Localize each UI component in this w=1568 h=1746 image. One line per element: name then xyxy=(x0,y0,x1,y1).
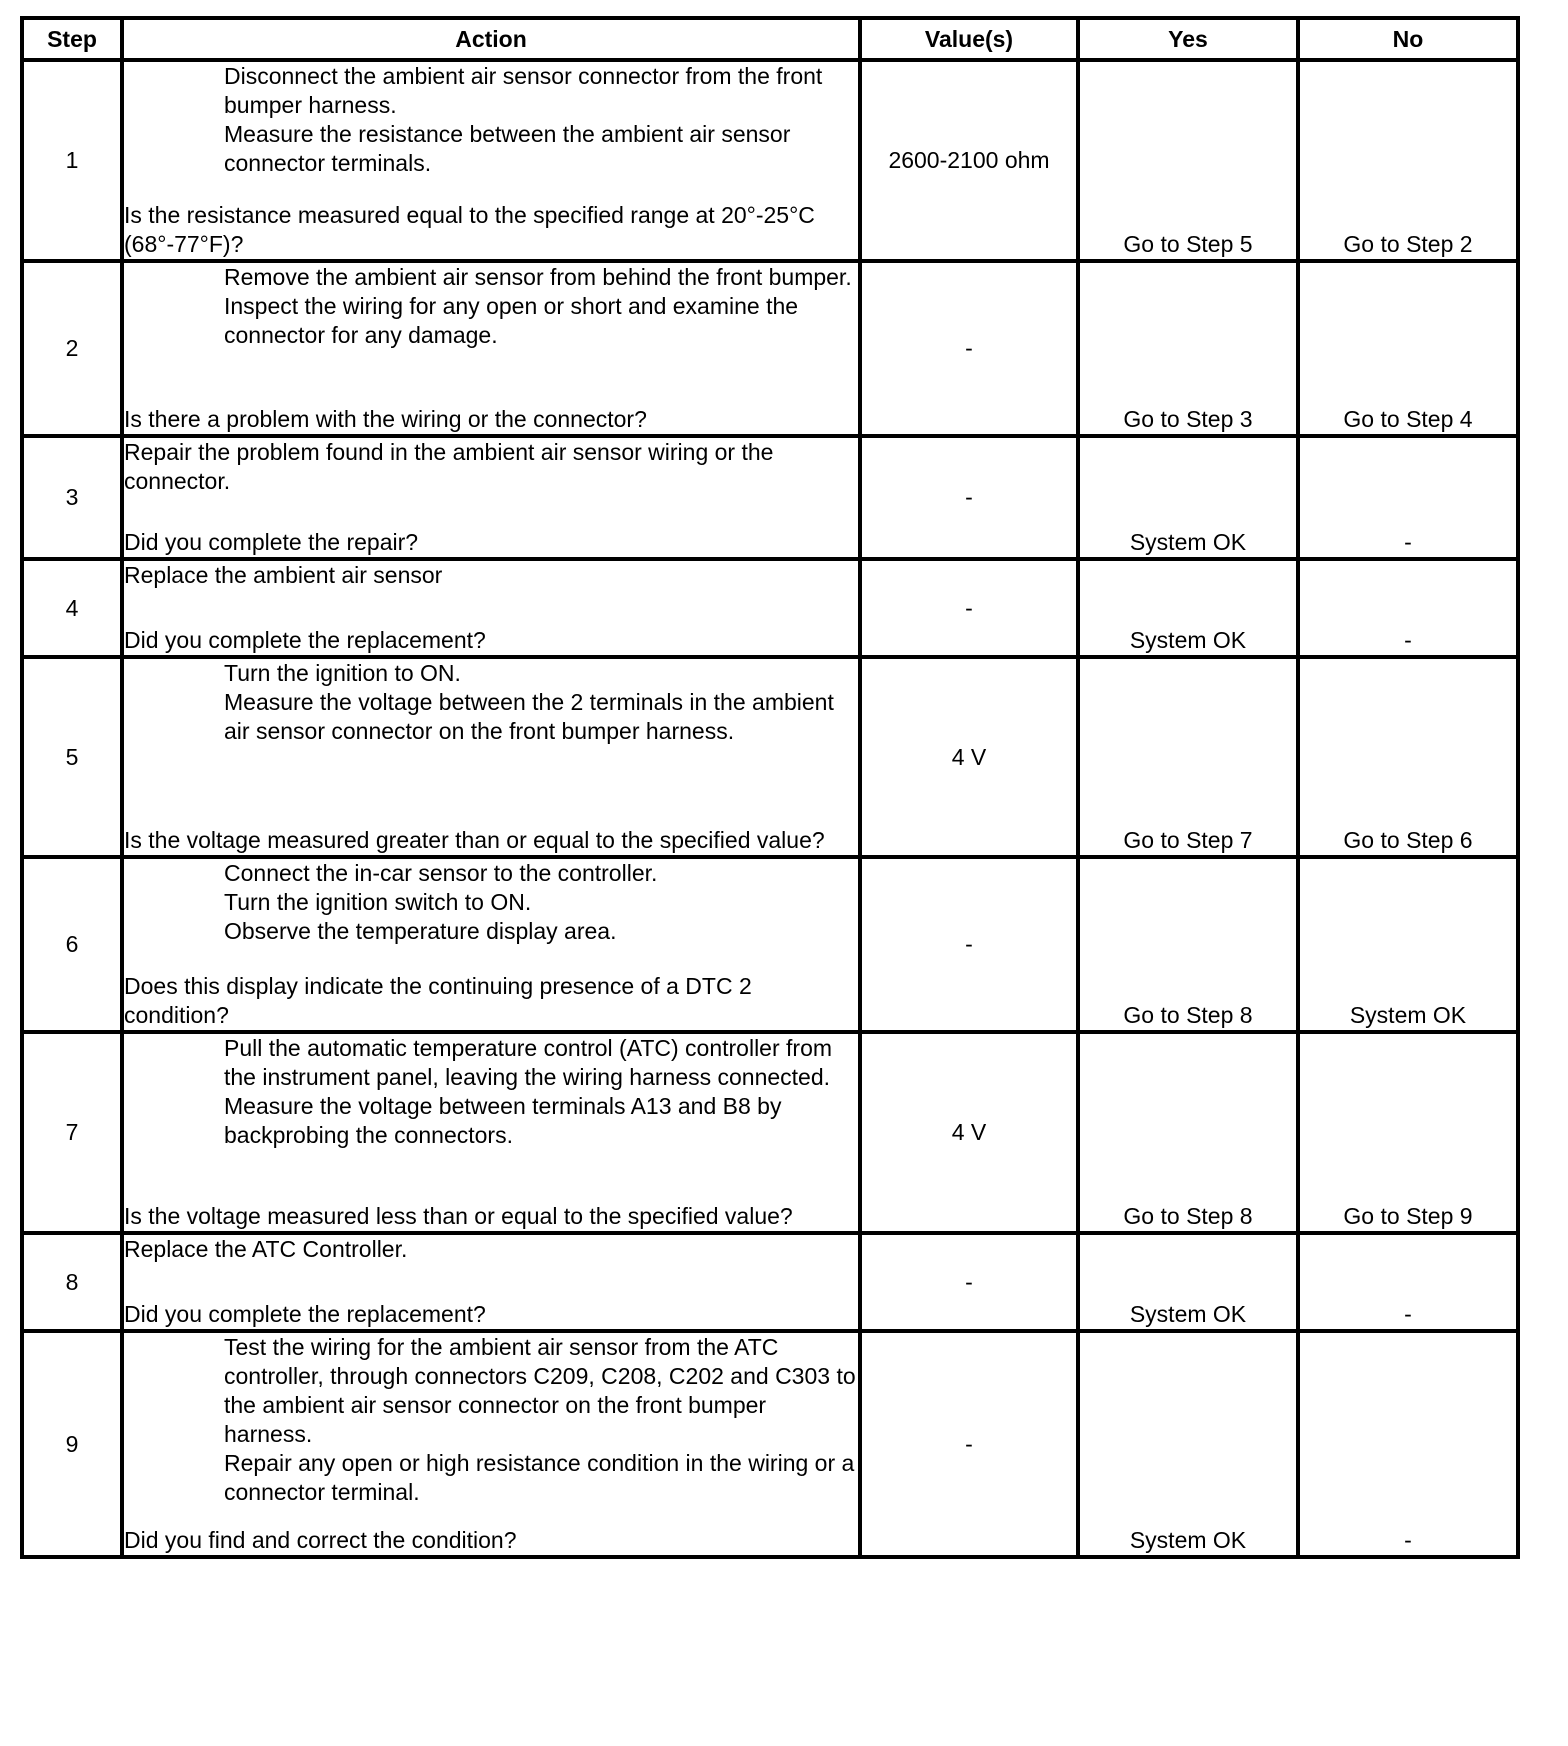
yes-result: System OK xyxy=(1078,559,1298,657)
value-cell: - xyxy=(860,857,1078,1032)
value-cell: - xyxy=(860,436,1078,559)
header-row xyxy=(22,18,1518,60)
yes-result: Go to Step 3 xyxy=(1078,261,1298,436)
action-instruction: Replace the ATC Controller. xyxy=(124,1236,408,1262)
step-number: 3 xyxy=(22,436,122,559)
action-content xyxy=(124,561,858,655)
action-step: Measure the voltage between the 2 terminals in the ambient air sensor connector on the front bumper harness. xyxy=(224,689,834,744)
no-result: System OK xyxy=(1298,857,1518,1032)
no-result: - xyxy=(1298,559,1518,657)
action-steps xyxy=(124,659,858,826)
action-cell xyxy=(122,1233,860,1331)
header-action: Action xyxy=(122,18,860,60)
no-result: - xyxy=(1298,1331,1518,1557)
table-row xyxy=(22,261,1518,436)
no-result: Go to Step 9 xyxy=(1298,1032,1518,1233)
value-cell: - xyxy=(860,1331,1078,1557)
action-step: Observe the temperature display area. xyxy=(224,918,617,944)
action-step: Turn the ignition switch to ON. xyxy=(224,889,532,915)
action-cell xyxy=(122,657,860,857)
action-spacer xyxy=(124,496,858,528)
yes-result: Go to Step 7 xyxy=(1078,657,1298,857)
action-step: Connect the in-car sensor to the controller. xyxy=(224,860,658,886)
no-result: Go to Step 4 xyxy=(1298,261,1518,436)
step-number: 5 xyxy=(22,657,122,857)
value-cell: 4 V xyxy=(860,657,1078,857)
step-number: 6 xyxy=(22,857,122,1032)
action-cell xyxy=(122,261,860,436)
value-cell: - xyxy=(860,1233,1078,1331)
action-cell xyxy=(122,559,860,657)
action-step: Pull the automatic temperature control (ATC) controller from the instrument panel, leaving the wiring harness connected. xyxy=(224,1035,833,1090)
action-steps xyxy=(124,62,858,201)
step-number: 8 xyxy=(22,1233,122,1331)
action-step: Disconnect the ambient air sensor connector from the front bumper harness. xyxy=(224,63,823,118)
action-question: Is the voltage measured greater than or equal to the specified value? xyxy=(124,827,825,853)
action-content xyxy=(124,438,858,557)
action-question: Does this display indicate the continuing presence of a DTC 2 condition? xyxy=(124,973,752,1028)
table-row xyxy=(22,436,1518,559)
diagnostic-table xyxy=(20,16,1520,1559)
action-spacer xyxy=(124,590,858,626)
table-row xyxy=(22,60,1518,261)
action-content xyxy=(124,62,858,259)
table-row xyxy=(22,857,1518,1032)
action-cell xyxy=(122,436,860,559)
action-question: Is the voltage measured less than or equal to the specified value? xyxy=(124,1203,793,1229)
action-question: Did you complete the repair? xyxy=(124,529,419,555)
table-row xyxy=(22,559,1518,657)
action-steps xyxy=(124,859,858,972)
step-number: 1 xyxy=(22,60,122,261)
value-cell: - xyxy=(860,559,1078,657)
header-values: Value(s) xyxy=(860,18,1078,60)
header-yes: Yes xyxy=(1078,18,1298,60)
value-cell: 4 V xyxy=(860,1032,1078,1233)
action-question: Is there a problem with the wiring or the connector? xyxy=(124,406,647,432)
action-content xyxy=(124,263,858,434)
value-cell: 2600-2100 ohm xyxy=(860,60,1078,261)
action-question: Did you complete the replacement? xyxy=(124,627,486,653)
action-step: Measure the resistance between the ambient air sensor connector terminals. xyxy=(224,121,791,176)
action-question: Did you find and correct the condition? xyxy=(124,1527,517,1553)
yes-result: Go to Step 5 xyxy=(1078,60,1298,261)
action-step: Measure the voltage between terminals A13 and B8 by backprobing the connectors. xyxy=(224,1093,782,1148)
action-step: Remove the ambient air sensor from behind the front bumper. xyxy=(224,264,852,290)
header-step: Step xyxy=(22,18,122,60)
action-cell xyxy=(122,1331,860,1557)
action-spacer xyxy=(124,1264,858,1300)
table-row xyxy=(22,657,1518,857)
action-step: Turn the ignition to ON. xyxy=(224,660,461,686)
action-step: Repair any open or high resistance condition in the wiring or a connector terminal. xyxy=(224,1450,855,1505)
action-instruction: Replace the ambient air sensor xyxy=(124,562,443,588)
yes-result: System OK xyxy=(1078,436,1298,559)
step-number: 9 xyxy=(22,1331,122,1557)
action-question: Is the resistance measured equal to the specified range at 20°-25°C (68°-77°F)? xyxy=(124,202,815,257)
step-number: 4 xyxy=(22,559,122,657)
no-result: - xyxy=(1298,1233,1518,1331)
yes-result: Go to Step 8 xyxy=(1078,857,1298,1032)
no-result: - xyxy=(1298,436,1518,559)
yes-result: System OK xyxy=(1078,1233,1298,1331)
action-steps xyxy=(124,1034,858,1202)
table-row xyxy=(22,1032,1518,1233)
action-instruction: Repair the problem found in the ambient air sensor wiring or the connector. xyxy=(124,439,774,494)
yes-result: System OK xyxy=(1078,1331,1298,1557)
action-content xyxy=(124,659,858,855)
no-result: Go to Step 6 xyxy=(1298,657,1518,857)
action-cell xyxy=(122,60,860,261)
table-body xyxy=(22,60,1518,1557)
yes-result: Go to Step 8 xyxy=(1078,1032,1298,1233)
action-content xyxy=(124,1333,858,1555)
table-row xyxy=(22,1233,1518,1331)
action-steps xyxy=(124,1333,858,1526)
action-cell xyxy=(122,857,860,1032)
action-step: Test the wiring for the ambient air sensor from the ATC controller, through connectors C209, C208, C202 and C303 to the ambient air sensor connector on the front bumper harness. xyxy=(224,1334,856,1447)
table-row xyxy=(22,1331,1518,1557)
action-content xyxy=(124,1034,858,1231)
action-question: Did you complete the replacement? xyxy=(124,1301,486,1327)
action-steps xyxy=(124,263,858,405)
action-content xyxy=(124,859,858,1030)
step-number: 2 xyxy=(22,261,122,436)
header-no: No xyxy=(1298,18,1518,60)
action-content xyxy=(124,1235,858,1329)
value-cell: - xyxy=(860,261,1078,436)
no-result: Go to Step 2 xyxy=(1298,60,1518,261)
action-step: Inspect the wiring for any open or short and examine the connector for any damage. xyxy=(224,293,799,348)
step-number: 7 xyxy=(22,1032,122,1233)
action-cell xyxy=(122,1032,860,1233)
